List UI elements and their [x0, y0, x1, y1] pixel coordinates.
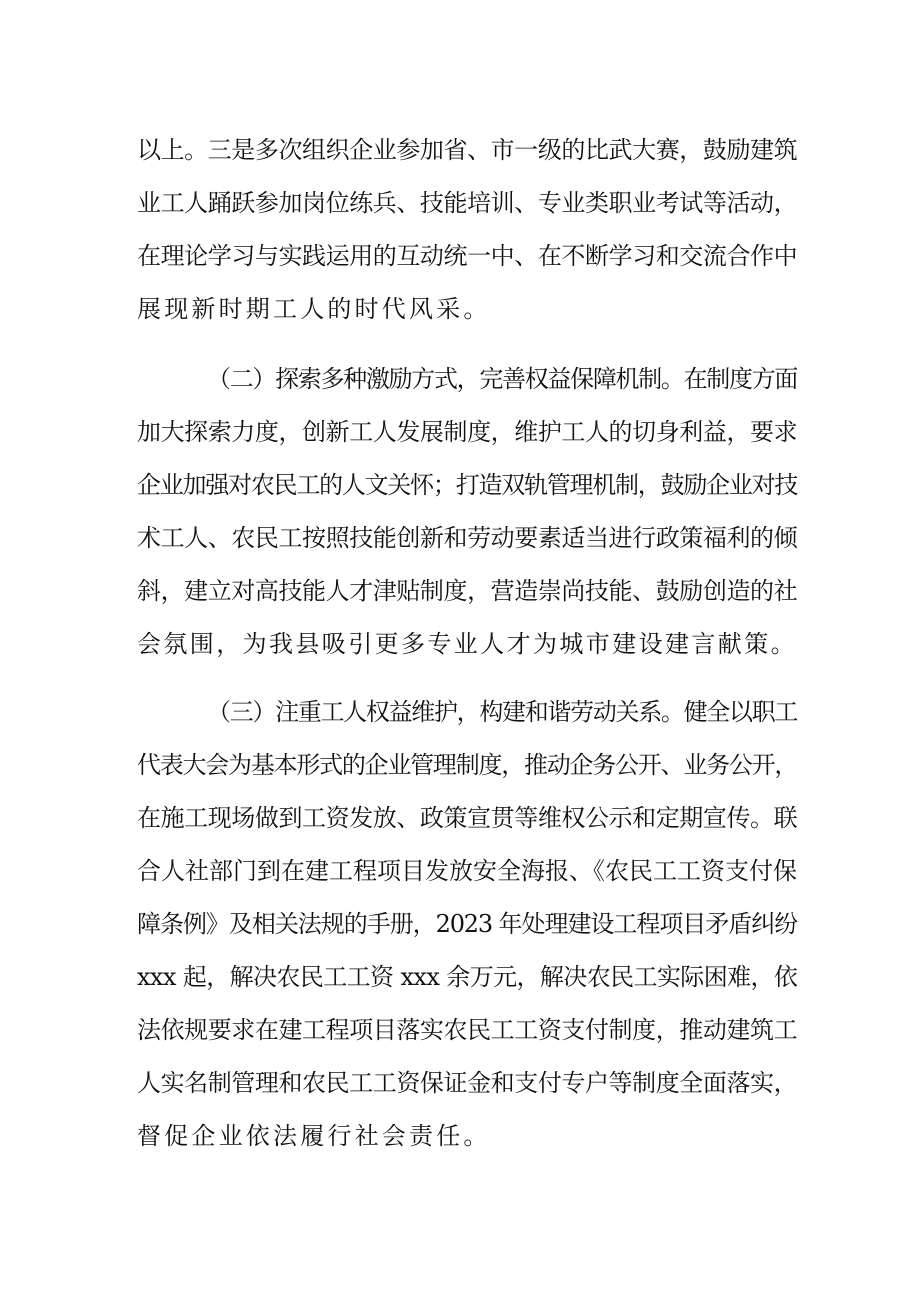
paragraph-2 — [137, 353, 797, 671]
paragraph-line: 企业加强对农民工的人文关怀；打造双轨管理机制，鼓励企业对技 — [137, 471, 797, 499]
paragraph-line: 在理论学习与实践运用的互动统一中、在不断学习和交流合作中 — [137, 242, 797, 270]
paragraph-line: 法依规要求在建工程项目落实农民工工资支付制度，推动建筑工 — [137, 1016, 797, 1044]
paragraph-line: 合人社部门到在建工程项目发放安全海报、《农民工工资支付保 — [137, 857, 797, 885]
paragraph-line: 业工人踊跃参加岗位练兵、技能培训、专业类职业考试等活动， — [137, 189, 797, 217]
paragraph-line: 代表大会为基本形式的企业管理制度，推动企务公开、业务公开， — [137, 751, 797, 779]
paragraph-line: 斜，建立对高技能人才津贴制度，营造崇尚技能、鼓励创造的社 — [137, 577, 797, 605]
paragraph-line: 在施工现场做到工资发放、政策宣贯等维权公示和定期宣传。联 — [137, 804, 797, 832]
paragraph-line: 障条例》及相关法规的手册，2023 年处理建设工程项目矛盾纠纷 — [137, 910, 797, 938]
paragraph-1 — [137, 124, 797, 336]
paragraph-line: （三）注重工人权益维护，构建和谐劳动关系。健全以职工 — [207, 698, 797, 726]
paragraph-line: 督促企业依法履行社会责任。 — [137, 1122, 491, 1150]
paragraph-line: 加大探索力度，创新工人发展制度，维护工人的切身利益，要求 — [137, 418, 797, 446]
paragraph-3 — [137, 686, 797, 1163]
paragraph-line: 会氛围，为我县吸引更多专业人才为城市建设建言献策。 — [137, 630, 797, 658]
paragraph-line: xxx 起，解决农民工工资 xxx 余万元，解决农民工实际困难，依 — [137, 963, 798, 991]
paragraph-line: 术工人、农民工按照技能创新和劳动要素适当进行政策福利的倾 — [137, 524, 797, 552]
paragraph-line: 人实名制管理和农民工工资保证金和支付专户等制度全面落实， — [137, 1069, 797, 1097]
paragraph-line: （二）探索多种激励方式，完善权益保障机制。在制度方面 — [207, 365, 797, 393]
paragraph-line: 展现新时期工人的时代风采。 — [137, 295, 491, 323]
paragraph-line: 以上。三是多次组织企业参加省、市一级的比武大赛，鼓励建筑 — [137, 136, 797, 164]
